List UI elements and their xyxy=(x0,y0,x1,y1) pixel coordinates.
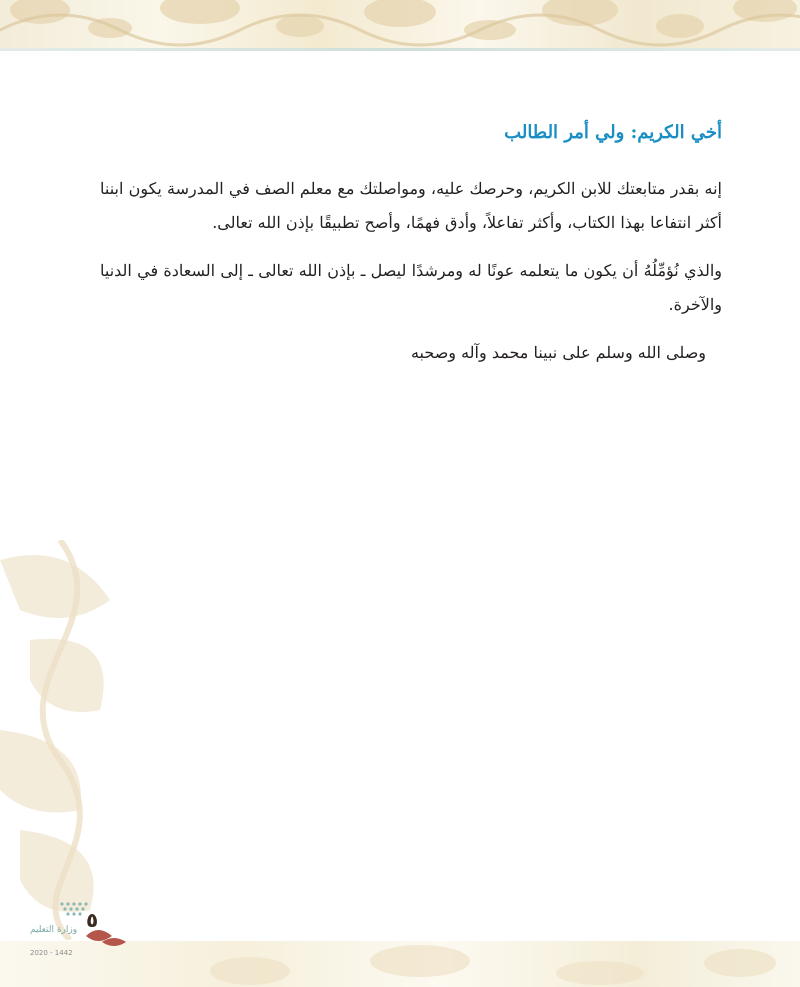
page-number: ٥ xyxy=(86,908,99,932)
side-floral-ornament xyxy=(0,540,140,940)
paragraph-1: إنه بقدر متابعتك للابن الكريم، وحرصك عليه، ومواصلتك مع معلم الصف في المدرسة يكون ابننا أكثر انتفاعا بهذا الكتاب، وأكثر تفاعلاً، وأدق فهمًا، وأصح تطبيقًا بإذن الله تعالى. xyxy=(100,179,722,232)
closing-line: وصلى الله وسلم على نبينا محمد وآله وصحبه xyxy=(410,343,706,362)
letter-body xyxy=(100,118,722,370)
paragraph-2: والذي نُؤمِّلُهُ أن يكون ما يتعلمه عونًا له ومرشدًا ليصل ـ بإذن الله تعالى ـ إلى السعادة في الدنيا والآخرة. xyxy=(100,261,722,314)
ministry-name: وزارة التعليم xyxy=(30,925,78,935)
top-ornament-band xyxy=(0,0,800,48)
ministry-years: 2020 - 1442 xyxy=(30,949,73,957)
top-divider xyxy=(0,48,800,51)
top-floral-ornament xyxy=(0,0,800,48)
letter-heading: أخي الكريم: ولي أمر الطالب xyxy=(504,122,722,143)
